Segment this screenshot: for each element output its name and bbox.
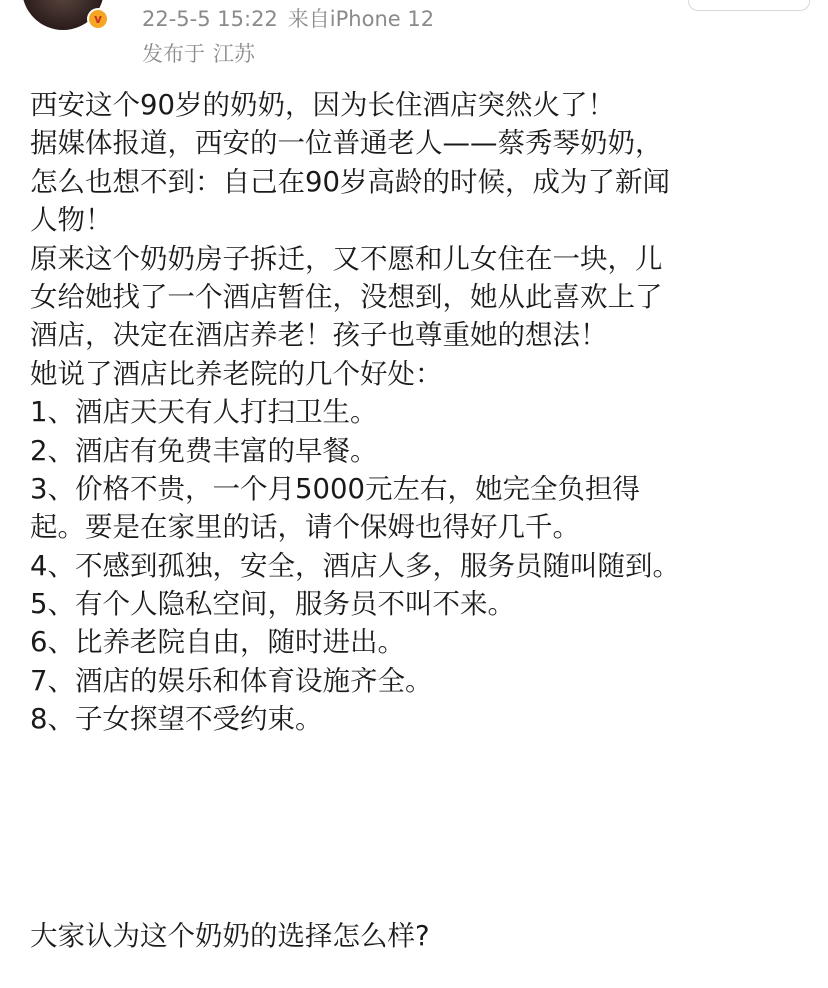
closing-question: 大家认为这个奶奶的选择怎么样? [30,920,430,952]
list-item: 6、比养老院自由，随时进出。 [30,626,405,659]
location-label: 发布于 [142,42,205,66]
list-item: 3、价格不贵，一个月5000元左右，她完全负担得 [30,472,640,505]
list-item: 2、酒店有免费丰富的早餐。 [30,434,378,467]
post-line: 原来这个奶奶房子拆迁，又不愿和儿女住在一块，儿 [30,242,663,275]
list-item: 7、酒店的娱乐和体育设施齐全。 [30,664,433,697]
post-line: 她说了酒店比养老院的几个好处： [30,357,443,390]
post-line: 怎么也想不到：自己在90岁高龄的时候，成为了新闻 [30,165,670,198]
follow-button[interactable] [688,0,810,11]
post-location [142,38,255,68]
list-item: 1、酒店天天有人打扫卫生。 [30,396,378,429]
post-meta [142,3,434,33]
post-device: 来自iPhone 12 [287,7,435,31]
post-datetime: 22-5-5 15:22 [142,7,278,31]
location-value: 江苏 [213,42,255,66]
post-line: 西安这个90岁的奶奶，因为长住酒店突然火了！ [30,89,615,121]
post-line: 人物！ [30,204,113,237]
verified-glyph: v [89,10,107,28]
post-line: 酒店，决定在酒店养老！孩子也尊重她的想法！ [30,319,608,352]
post-body [30,86,820,739]
post-line: 据媒体报道，西安的一位普通老人——蔡秀琴奶奶， [30,127,663,160]
list-item: 5、有个人隐私空间，服务员不叫不来。 [30,588,515,621]
list-item: 8、子女探望不受约束。 [30,703,323,736]
post-line: 女给她找了一个酒店暂住，没想到，她从此喜欢上了 [30,280,663,313]
verified-badge-icon [87,8,109,30]
list-item: 起。要是在家里的话，请个保姆也得好几千。 [30,511,580,544]
post-header [0,0,828,80]
list-item: 4、不感到孤独，安全，酒店人多，服务员随叫随到。 [30,549,680,582]
